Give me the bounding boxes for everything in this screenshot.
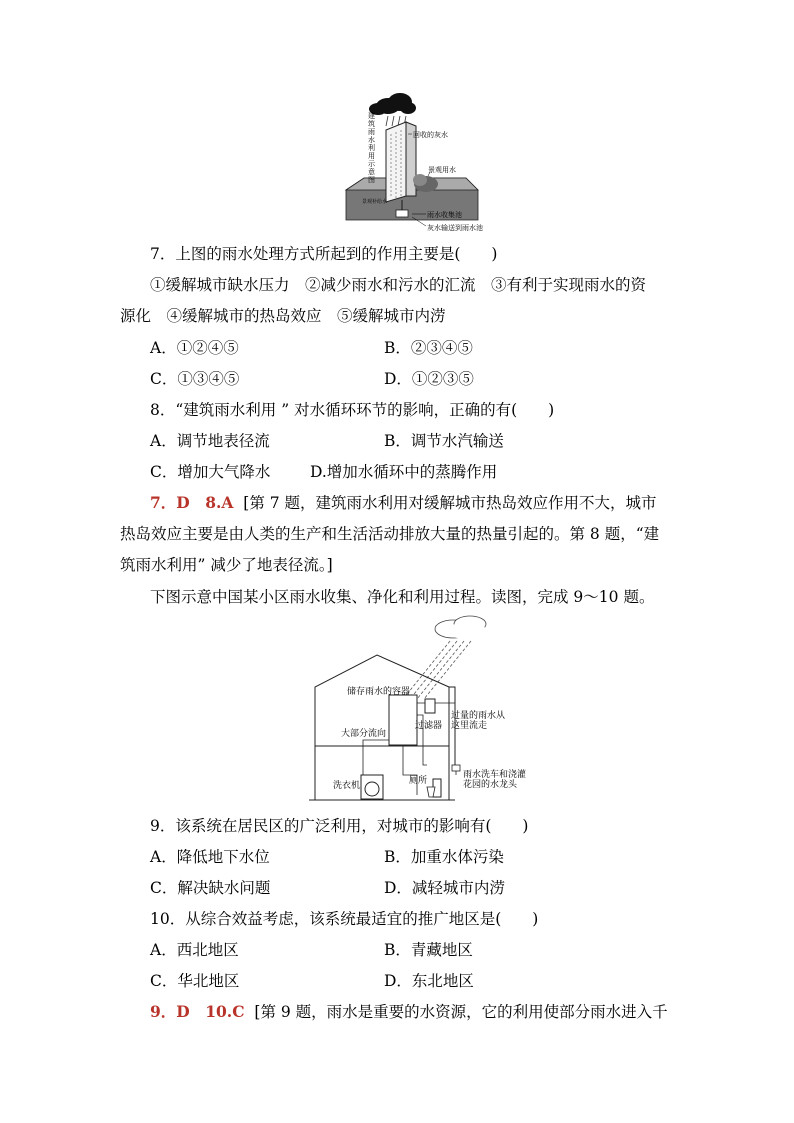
q7-items-line1: ①缓解城市缺水压力 ②减少雨水和污水的汇流 ③有利于实现雨水的资: [150, 276, 647, 294]
answer-7-8-text1: [第 7 题，建筑雨水利用对缓解城市热岛效应作用不大，城市: [243, 494, 657, 512]
label-tap-2: 花园的水龙头: [463, 780, 518, 790]
q8-option-a: A．调节地表径流: [150, 432, 270, 450]
q7-option-c: C．①③④⑤: [150, 370, 240, 388]
answer-9-10-text1: [第 9 题，雨水是重要的水资源，它的利用使部分雨水进入千: [254, 1003, 668, 1021]
rain-container: [389, 695, 417, 745]
q7-items-line2: 源化 ④缓解城市的热岛效应 ⑤缓解城市内涝: [120, 307, 446, 325]
q8-option-b: B．调节水汽输送: [384, 432, 504, 450]
q10-option-a: A．西北地区: [150, 941, 239, 959]
answer-key-7-8: 7．D 8.A: [150, 493, 234, 512]
label-rain-container: 储存雨水的容器: [347, 687, 411, 697]
q9-option-b: B．加重水体污染: [384, 848, 504, 866]
q9-option-c: C．解决缺水问题: [150, 879, 271, 897]
q7-option-a: A．①②④⑤: [150, 339, 239, 357]
answer-7-8-line1: [150, 493, 657, 513]
label-recycled-greywater: 回收的灰水: [413, 131, 448, 139]
answer-key-9-10: 9．D 10.C: [150, 1002, 245, 1021]
cloud-icon: [435, 616, 487, 638]
label-filter: 过滤器: [415, 721, 443, 731]
tap-icon: [452, 765, 460, 775]
toilet-icon: [427, 779, 441, 797]
q7-option-b: B．②③④⑤: [384, 339, 473, 357]
q9-stem: 9．该系统在居民区的广泛利用，对城市的影响有( ): [150, 817, 529, 835]
label-overflow-2: 这里流走: [451, 721, 488, 731]
answer-9-10-line1: [150, 1002, 668, 1022]
q10-option-b: B．青藏地区: [384, 941, 473, 959]
q10-option-c: C．华北地区: [150, 972, 240, 990]
label-landscape-water: 景观用水: [428, 166, 456, 174]
intro-9-10: 下图示意中国某小区雨水收集、净化和利用过程。读图，完成 9～10 题。: [150, 588, 655, 606]
label-washing-machine: 洗衣机: [333, 781, 361, 791]
q8-stem: 8．“建筑雨水利用 ” 对水循环环节的影响，正确的有( ): [150, 401, 555, 419]
q10-stem: 10．从综合效益考虑，该系统最适宜的推广地区是( ): [150, 910, 539, 928]
answer-7-8-line2: 热岛效应主要是由人类的生产和生活活动排放大量的热量引起的。第 8 题，“建: [120, 525, 660, 543]
answer-7-8-line3: 筑雨水利用” 减少了地表径流。]: [120, 556, 333, 574]
building-rainwater-figure: [340, 92, 490, 238]
q7-option-d: D．①②③⑤: [384, 370, 474, 388]
washing-machine-icon: [361, 775, 383, 799]
label-toilet: 厕所: [409, 776, 428, 786]
q8-option-c: C．增加大气降水: [150, 463, 271, 481]
house-rainwater-figure: [305, 615, 550, 805]
label-main-flow: 大部分流向: [341, 729, 387, 739]
q7-stem: 7．上图的雨水处理方式所起到的作用主要是( ): [150, 245, 498, 263]
label-collection-pool: 雨水收集池: [427, 211, 462, 219]
label-landscape-supply: 景观补给水: [362, 199, 388, 205]
label-tap-1: 雨水洗车和浇灌: [463, 770, 527, 780]
filter-icon: [425, 699, 435, 713]
q10-option-d: D．东北地区: [384, 972, 474, 990]
figure1-title-vertical: 建 筑 雨 水 利 用 示 意 图: [368, 112, 375, 184]
q9-option-a: A．降低地下水位: [150, 848, 270, 866]
label-overflow-1: 过量的雨水从: [451, 711, 506, 721]
label-greywater-transport: 灰水输送到雨水池: [427, 224, 483, 232]
q8-option-d: D.增加水循环中的蒸腾作用: [310, 463, 498, 481]
q9-option-d: D．减轻城市内涝: [384, 879, 505, 897]
